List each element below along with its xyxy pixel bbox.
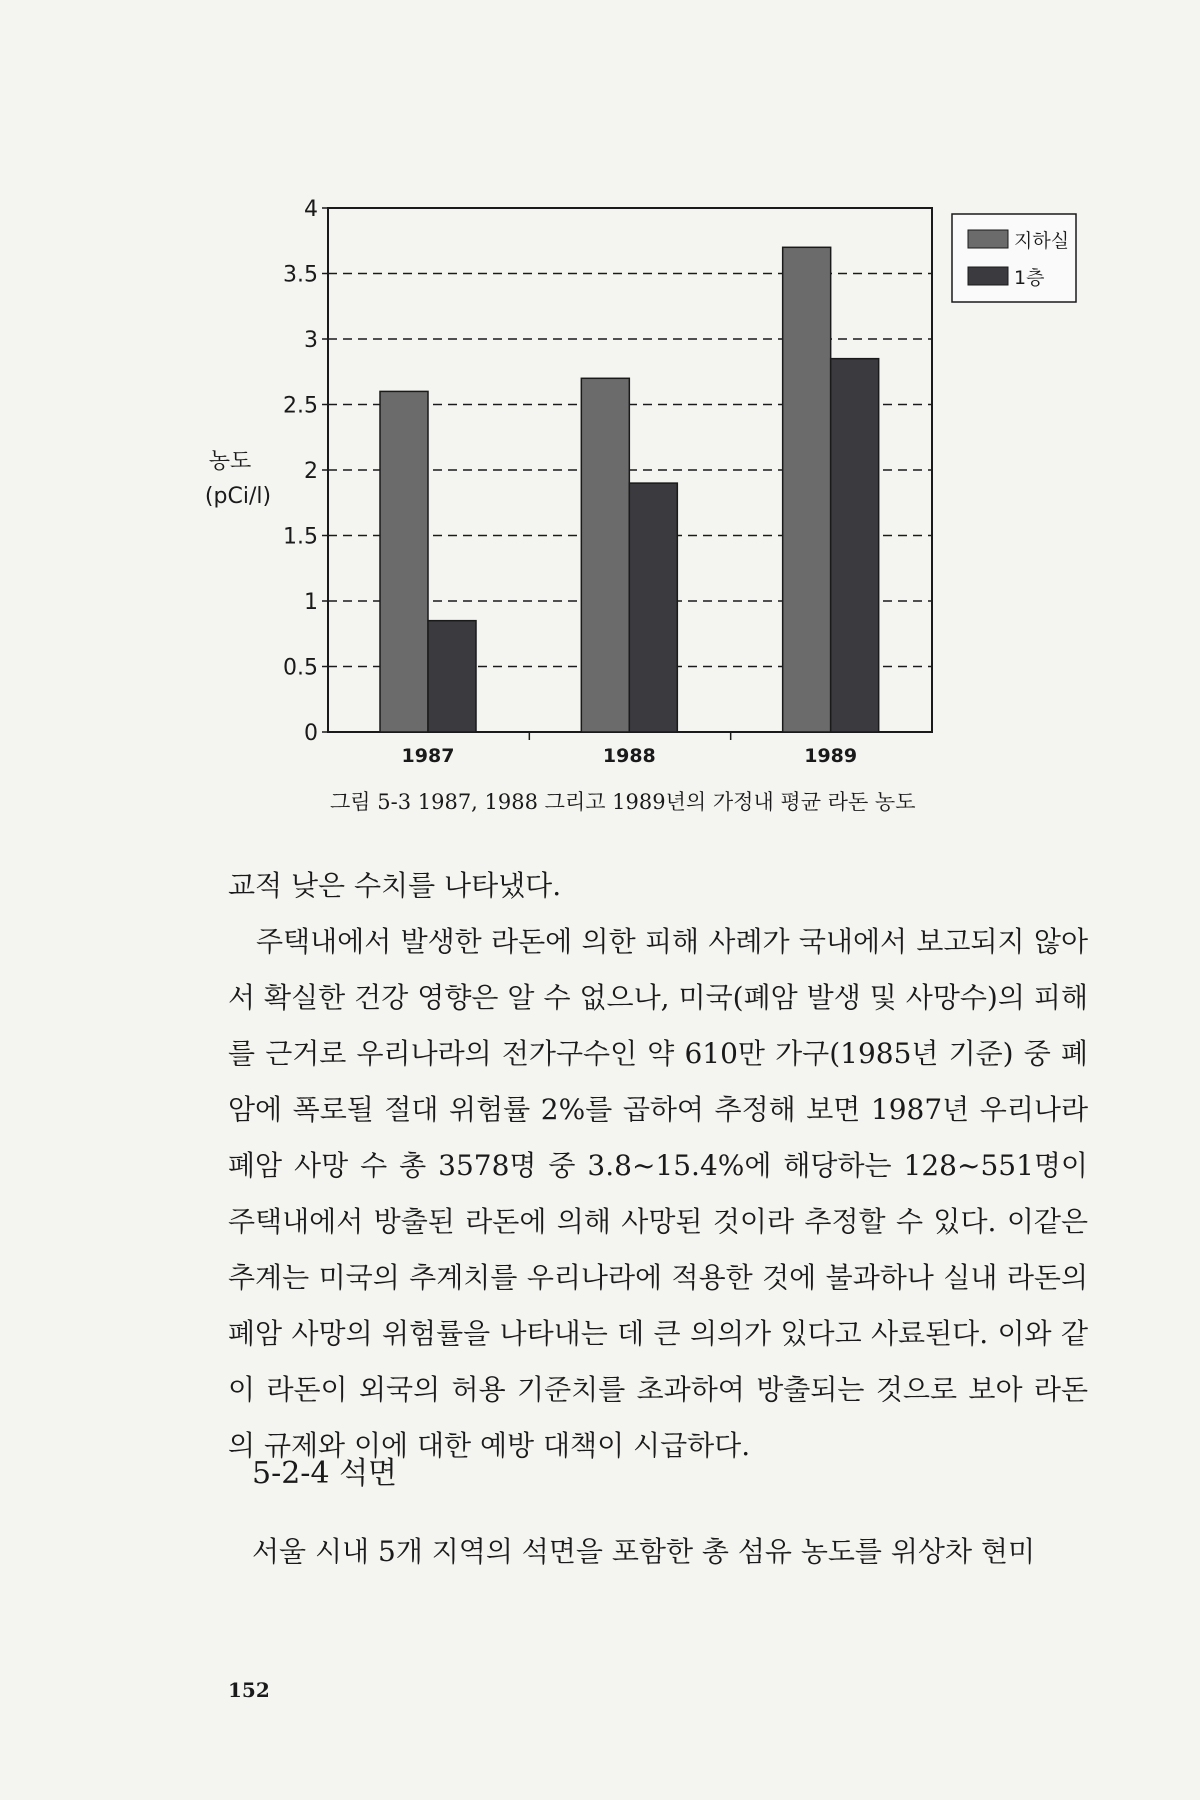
y-tick-label: 0: [304, 721, 318, 746]
paragraph-2: 주택내에서 발생한 라돈에 의한 피해 사례가 국내에서 보고되지 않아서 확실한 건강 영향은 알 수 없으나, 미국(폐암 발생 및 사망수)의 피해를 근거로 우리나라의 전가구수인 약 610만 가구(1985년 기준) 중 폐암에 폭로될 절대 위험률 2%를 곱하여 추정해 보면 1987년 우리나라 폐암 사망 수 총 3578명 중 3.8~15.4%에 해당하는 128~551명이 주택내에서 방출된 라돈에 의해 사망된 것이라 추정할 수 있다. 이같은 추계는 미국의 추계치를 우리나라에 적용한 것에 불과하나 실내 라돈의 폐암 사망의 위험률을 나타내는 데 큰 의의가 있다고 사료된다. 이와 같이 라돈이 외국의 허용 기준치를 초과하여 방출되는 것으로 보아 라돈의 규제와 이에 대한 예방 대책이 시급하다.: [228, 925, 1088, 1462]
y-tick-label: 1: [304, 590, 318, 615]
legend-swatch-first-floor: [968, 267, 1008, 285]
x-tick-label-1988: 1988: [602, 745, 656, 767]
page-number: 152: [228, 1678, 270, 1702]
y-tick-label: 2: [304, 459, 318, 484]
bar-basement-1988: [581, 378, 629, 732]
body-text: [228, 858, 1088, 1474]
legend-swatch-basement: [968, 230, 1008, 248]
bar-basement-1989: [783, 247, 831, 732]
x-tick-label-1987: 1987: [401, 745, 455, 767]
legend-label-first-floor: 1층: [1014, 267, 1045, 289]
bar-first-floor-1989: [831, 359, 879, 732]
y-axis-label-line1: 농도: [208, 449, 252, 474]
y-axis-label-line2: (pCi/l): [204, 484, 272, 509]
bar-first-floor-1987: [428, 621, 476, 732]
y-tick-label: 3: [304, 328, 318, 353]
y-tick-label: 0.5: [283, 655, 318, 681]
y-tick-label: 4: [304, 197, 318, 222]
section-paragraph: 서울 시내 5개 지역의 석면을 포함한 총 섬유 농도를 위상차 현미: [252, 1535, 1036, 1568]
y-tick-label: 2.5: [283, 393, 318, 419]
bar-first-floor-1988: [629, 483, 677, 732]
x-tick-label-1989: 1989: [804, 745, 858, 767]
y-tick-label: 3.5: [283, 262, 318, 288]
y-tick-label: 1.5: [283, 524, 318, 550]
radon-bar-chart: [0, 0, 1200, 800]
bar-basement-1987: [380, 391, 428, 732]
figure-caption: 그림 5-3 1987, 1988 그리고 1989년의 가정내 평균 라돈 농도: [330, 790, 916, 814]
legend-label-basement: 지하실: [1014, 230, 1070, 252]
paragraph-1: 교적 낮은 수치를 나타냈다.: [228, 869, 562, 902]
legend: [952, 214, 1076, 302]
section-heading: 5-2-4 석면: [252, 1456, 398, 1491]
